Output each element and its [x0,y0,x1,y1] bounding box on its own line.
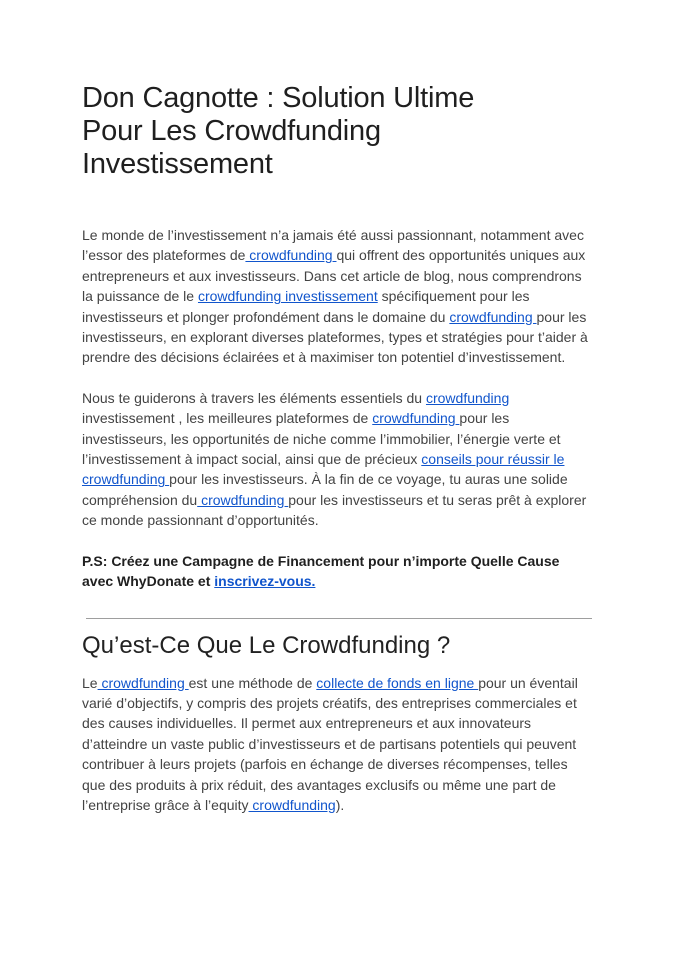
title-line-3: Investissement [82,148,273,180]
intro2-text-2: investissement , les meilleures plateformes de [82,410,373,427]
intro2-text-4: pour les investisseurs. À la fin de ce voyage, tu auras une solide compréhension du [82,471,568,508]
intro2-text-1: Nous te guiderons à travers les éléments essentiels du [82,389,426,406]
section-text-2: est une méthode de [188,674,317,691]
ps-text: P.S: Créez une Campagne de Financement pour n’importe Quelle Cause avec WhyDonate et [82,552,560,590]
crowdfunding-link[interactable]: crowdfunding [425,389,510,406]
section-divider [86,618,592,619]
intro2-text-5: pour les investisseurs et tu seras prêt à explorer ce monde passionnant d’opportunités. [82,491,587,529]
signup-link[interactable]: inscrivez-vous. [214,573,316,590]
section-text-3: pour un éventail varié d’objectifs, y compris des projets créatifs, des entreprises commerciales et des causes individuelles. Il permet aux entrepreneurs et aux innovateurs d’atteindre un vaste public d’investisseurs et de partisans potentiels qui peuvent contribuer à leurs projets (parfois en échange de diverses récompenses, telles que des produits à prix réduit, des avantages exclusifs ou même une part de l’entreprise grâce à l’equity [82,674,578,813]
section-paragraph [82,673,592,816]
title-line-1: Don Cagnotte : Solution Ultime [82,82,475,114]
crowdfunding-link[interactable]: crowdfunding [449,308,537,325]
title-line-2: Pour Les Crowdfunding [82,115,381,147]
crowdfunding-investissement-link[interactable]: crowdfunding investissement [197,288,378,305]
intro1-text-1: Le monde de l’investissement n’a jamais été aussi passionnant, notamment avec l’essor des plateformes de [82,227,584,264]
intro-paragraph-2 [82,388,592,531]
ps-callout [82,551,592,592]
section-heading: Qu’est-Ce Que Le Crowdfunding ? [82,631,451,659]
crowdfunding-link[interactable]: crowdfunding [245,247,337,264]
crowdfunding-link[interactable]: crowdfunding [372,410,460,427]
intro1-text-3: spécifiquement pour les investisseurs et plonger profondément dans le domaine du [82,288,530,325]
page-title [82,82,592,181]
crowdfunding-link[interactable]: crowdfunding [197,491,289,508]
conseils-crowdfunding-link[interactable]: conseils pour réussir le crowdfunding [82,451,565,488]
crowdfunding-link[interactable]: crowdfunding [248,796,336,813]
intro-paragraph-1 [82,225,592,368]
crowdfunding-link[interactable]: crowdfunding [97,674,189,691]
collecte-fonds-link[interactable]: collecte de fonds en ligne [316,674,479,691]
article-content [82,82,592,815]
intro1-text-4: pour les investisseurs, en explorant diverses plateformes, types et stratégies pour t’aider à prendre des décisions éclairées et à maximiser ton potentiel d’investissement. [82,308,588,366]
section-text-4: ). [335,796,345,813]
section-text-1: Le [82,674,98,691]
intro2-text-3: pour les investisseurs, les opportunités de niche comme l’immobilier, l’énergie verte et l’investissement à impact social, ainsi que de précieux [82,410,561,468]
intro1-text-2: qui offrent des opportunités uniques aux entrepreneurs et aux investisseurs. Dans cet article de blog, nous comprendrons la puissance de le [82,247,586,305]
